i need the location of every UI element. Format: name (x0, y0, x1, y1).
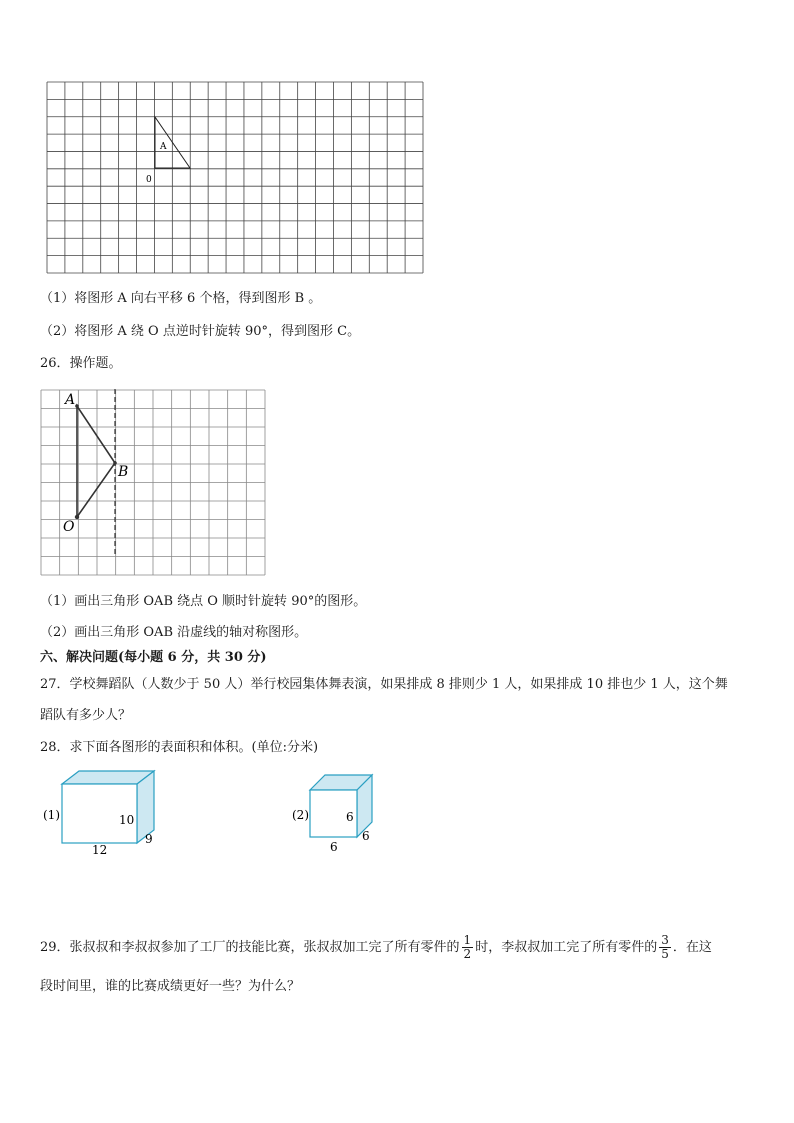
q27-line1: 27．学校舞蹈队（人数少于 50 人）举行校园集体舞表演，如果排成 8 排则少 1 人，如果排成 10 排也少 1 人，这个舞 (40, 677, 728, 692)
q29-line1 (40, 930, 712, 966)
cube-edge-bottom: 6 (330, 840, 338, 854)
label-b: B (118, 464, 129, 480)
triangle-oab (77, 406, 115, 517)
cuboid-figure (40, 768, 175, 858)
cuboid-label: (1) (43, 808, 60, 822)
cube-label: (2) (292, 808, 309, 822)
translation-grid (46, 81, 424, 274)
cube-edge-side: 6 (362, 829, 370, 843)
operation-grid (40, 389, 266, 576)
point-o-label: 0 (146, 175, 152, 185)
cube-figure (290, 772, 385, 857)
q26-sub1: （1）画出三角形 OAB 绕点 O 顺时针旋转 90°的图形。 (40, 594, 367, 609)
fraction-three-fifths (659, 934, 671, 960)
cuboid-width: 9 (145, 832, 153, 846)
point-o (75, 515, 79, 519)
q27-line2: 蹈队有多少人？ (40, 708, 132, 723)
q25-sub1: （1）将图形 A 向右平移 6 个格，得到图形 B 。 (40, 291, 322, 306)
q29-text-part1: 29．张叔叔和李叔叔参加了工厂的技能比赛，张叔叔加工完了所有零件的 (40, 940, 460, 955)
cuboid-length: 12 (92, 843, 108, 857)
fraction-1-numerator: 1 (463, 933, 472, 948)
triangle-a-label: A (160, 142, 167, 152)
label-a: A (65, 392, 76, 408)
q26-title: 26．操作题。 (40, 356, 122, 371)
q28-title: 28．求下面各图形的表面积和体积。(单位:分米) (40, 740, 319, 755)
q26-sub2: （2）画出三角形 OAB 沿虚线的轴对称图形。 (40, 625, 308, 640)
fraction-one-half (462, 934, 474, 960)
fraction-2-denominator: 5 (661, 947, 669, 961)
section-heading: 六、解决问题(每小题 6 分，共 30 分) (40, 650, 267, 665)
label-o: O (63, 519, 75, 535)
q29-text-part2: 时，李叔叔加工完了所有零件的 (475, 940, 658, 955)
point-b (113, 461, 117, 465)
q29-text-part3: ．在这 (672, 940, 712, 955)
fraction-1-denominator: 2 (463, 947, 472, 961)
q29-line2: 段时间里，谁的比赛成绩更好一些？为什么？ (40, 979, 301, 994)
point-a (75, 404, 79, 408)
cuboid-height: 10 (119, 813, 135, 827)
q25-sub2: （2）将图形 A 绕 O 点逆时针旋转 90°，得到图形 C。 (40, 324, 361, 339)
fraction-2-numerator: 3 (661, 933, 669, 948)
cube-edge-front: 6 (346, 810, 354, 824)
